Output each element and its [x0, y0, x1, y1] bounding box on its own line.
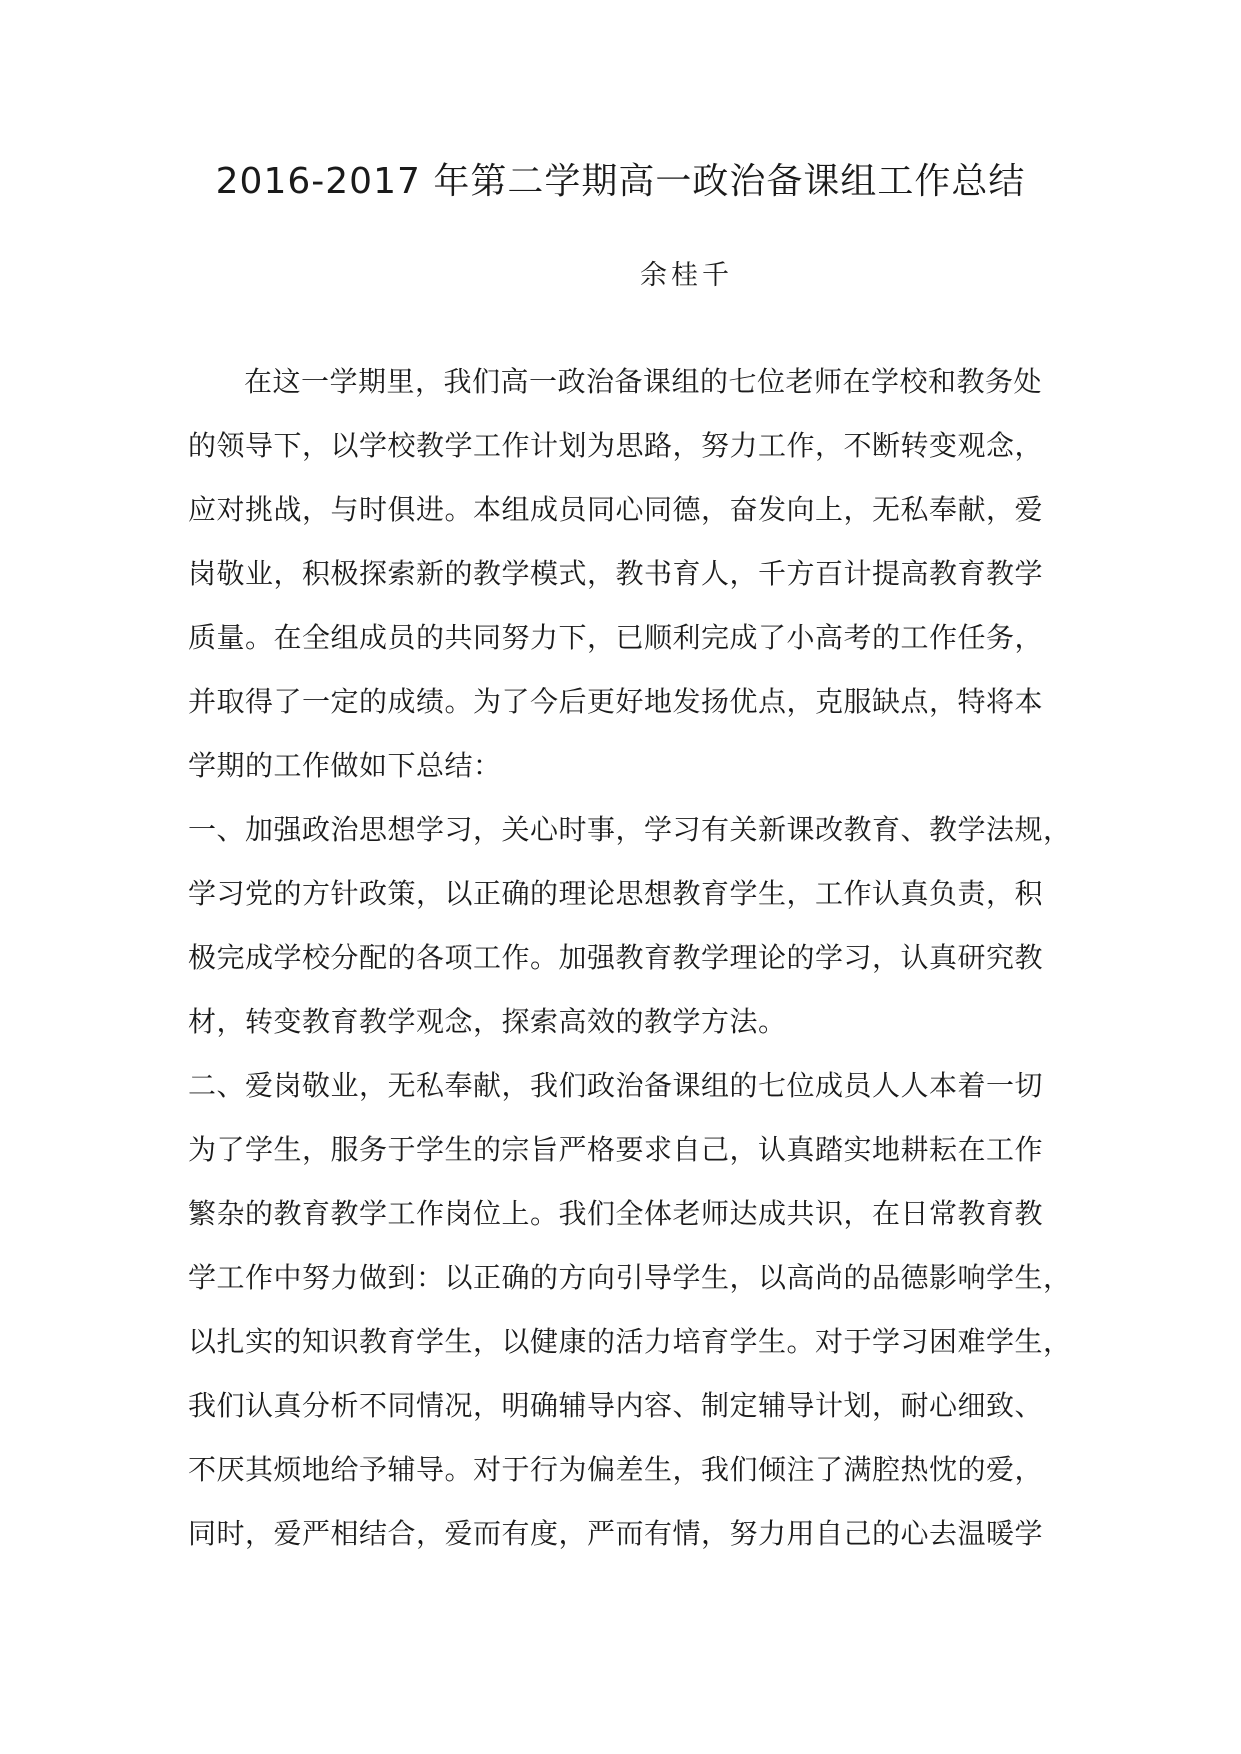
document-title: 2016-2017 年第二学期高一政治备课组工作总结 — [215, 161, 1026, 202]
body-line: 在这一学期里，我们高一政治备课组的七位老师在学校和教务处 — [244, 365, 1043, 398]
document-body — [188, 350, 1072, 1566]
document-author: 余桂千 — [640, 260, 733, 291]
body-line: 材，转变教育教学观念，探索高效的教学方法。 — [188, 1005, 787, 1038]
body-line: 极完成学校分配的各项工作。加强教育教学理论的学习，认真研究教 — [188, 941, 1044, 974]
body-line: 学工作中努力做到：以正确的方向引导学生，以高尚的品德影响学生， — [188, 1261, 1072, 1294]
body-line: 应对挑战，与时俱进。本组成员同心同德，奋发向上，无私奉献，爱 — [188, 493, 1044, 526]
body-line: 以扎实的知识教育学生，以健康的活力培育学生。对于学习困难学生， — [188, 1325, 1072, 1358]
section-heading-line: 一、加强政治思想学习，关心时事，学习有关新课改教育、教学法规， — [188, 813, 1072, 846]
body-line: 的领导下，以学校教学工作计划为思路，努力工作，不断转变观念， — [188, 429, 1044, 462]
body-line: 学期的工作做如下总结： — [188, 749, 502, 782]
body-line: 繁杂的教育教学工作岗位上。我们全体老师达成共识，在日常教育教 — [188, 1197, 1044, 1230]
body-line: 同时，爱严相结合，爱而有度，严而有情，努力用自己的心去温暖学 — [188, 1517, 1044, 1550]
body-line: 并取得了一定的成绩。为了今后更好地发扬优点，克服缺点，特将本 — [188, 685, 1044, 718]
body-line: 质量。在全组成员的共同努力下，已顺利完成了小高考的工作任务， — [188, 621, 1044, 654]
body-line: 岗敬业，积极探索新的教学模式，教书育人，千方百计提高教育教学 — [188, 557, 1044, 590]
body-line: 不厌其烦地给予辅导。对于行为偏差生，我们倾注了满腔热忱的爱， — [188, 1453, 1044, 1486]
body-line: 为了学生，服务于学生的宗旨严格要求自己，认真踏实地耕耘在工作 — [188, 1133, 1044, 1166]
body-line: 学习党的方针政策，以正确的理论思想教育学生，工作认真负责，积 — [188, 877, 1044, 910]
section-heading-line: 二、爱岗敬业，无私奉献，我们政治备课组的七位成员人人本着一切 — [188, 1069, 1044, 1102]
body-line: 我们认真分析不同情况，明确辅导内容、制定辅导计划，耐心细致、 — [188, 1389, 1044, 1422]
